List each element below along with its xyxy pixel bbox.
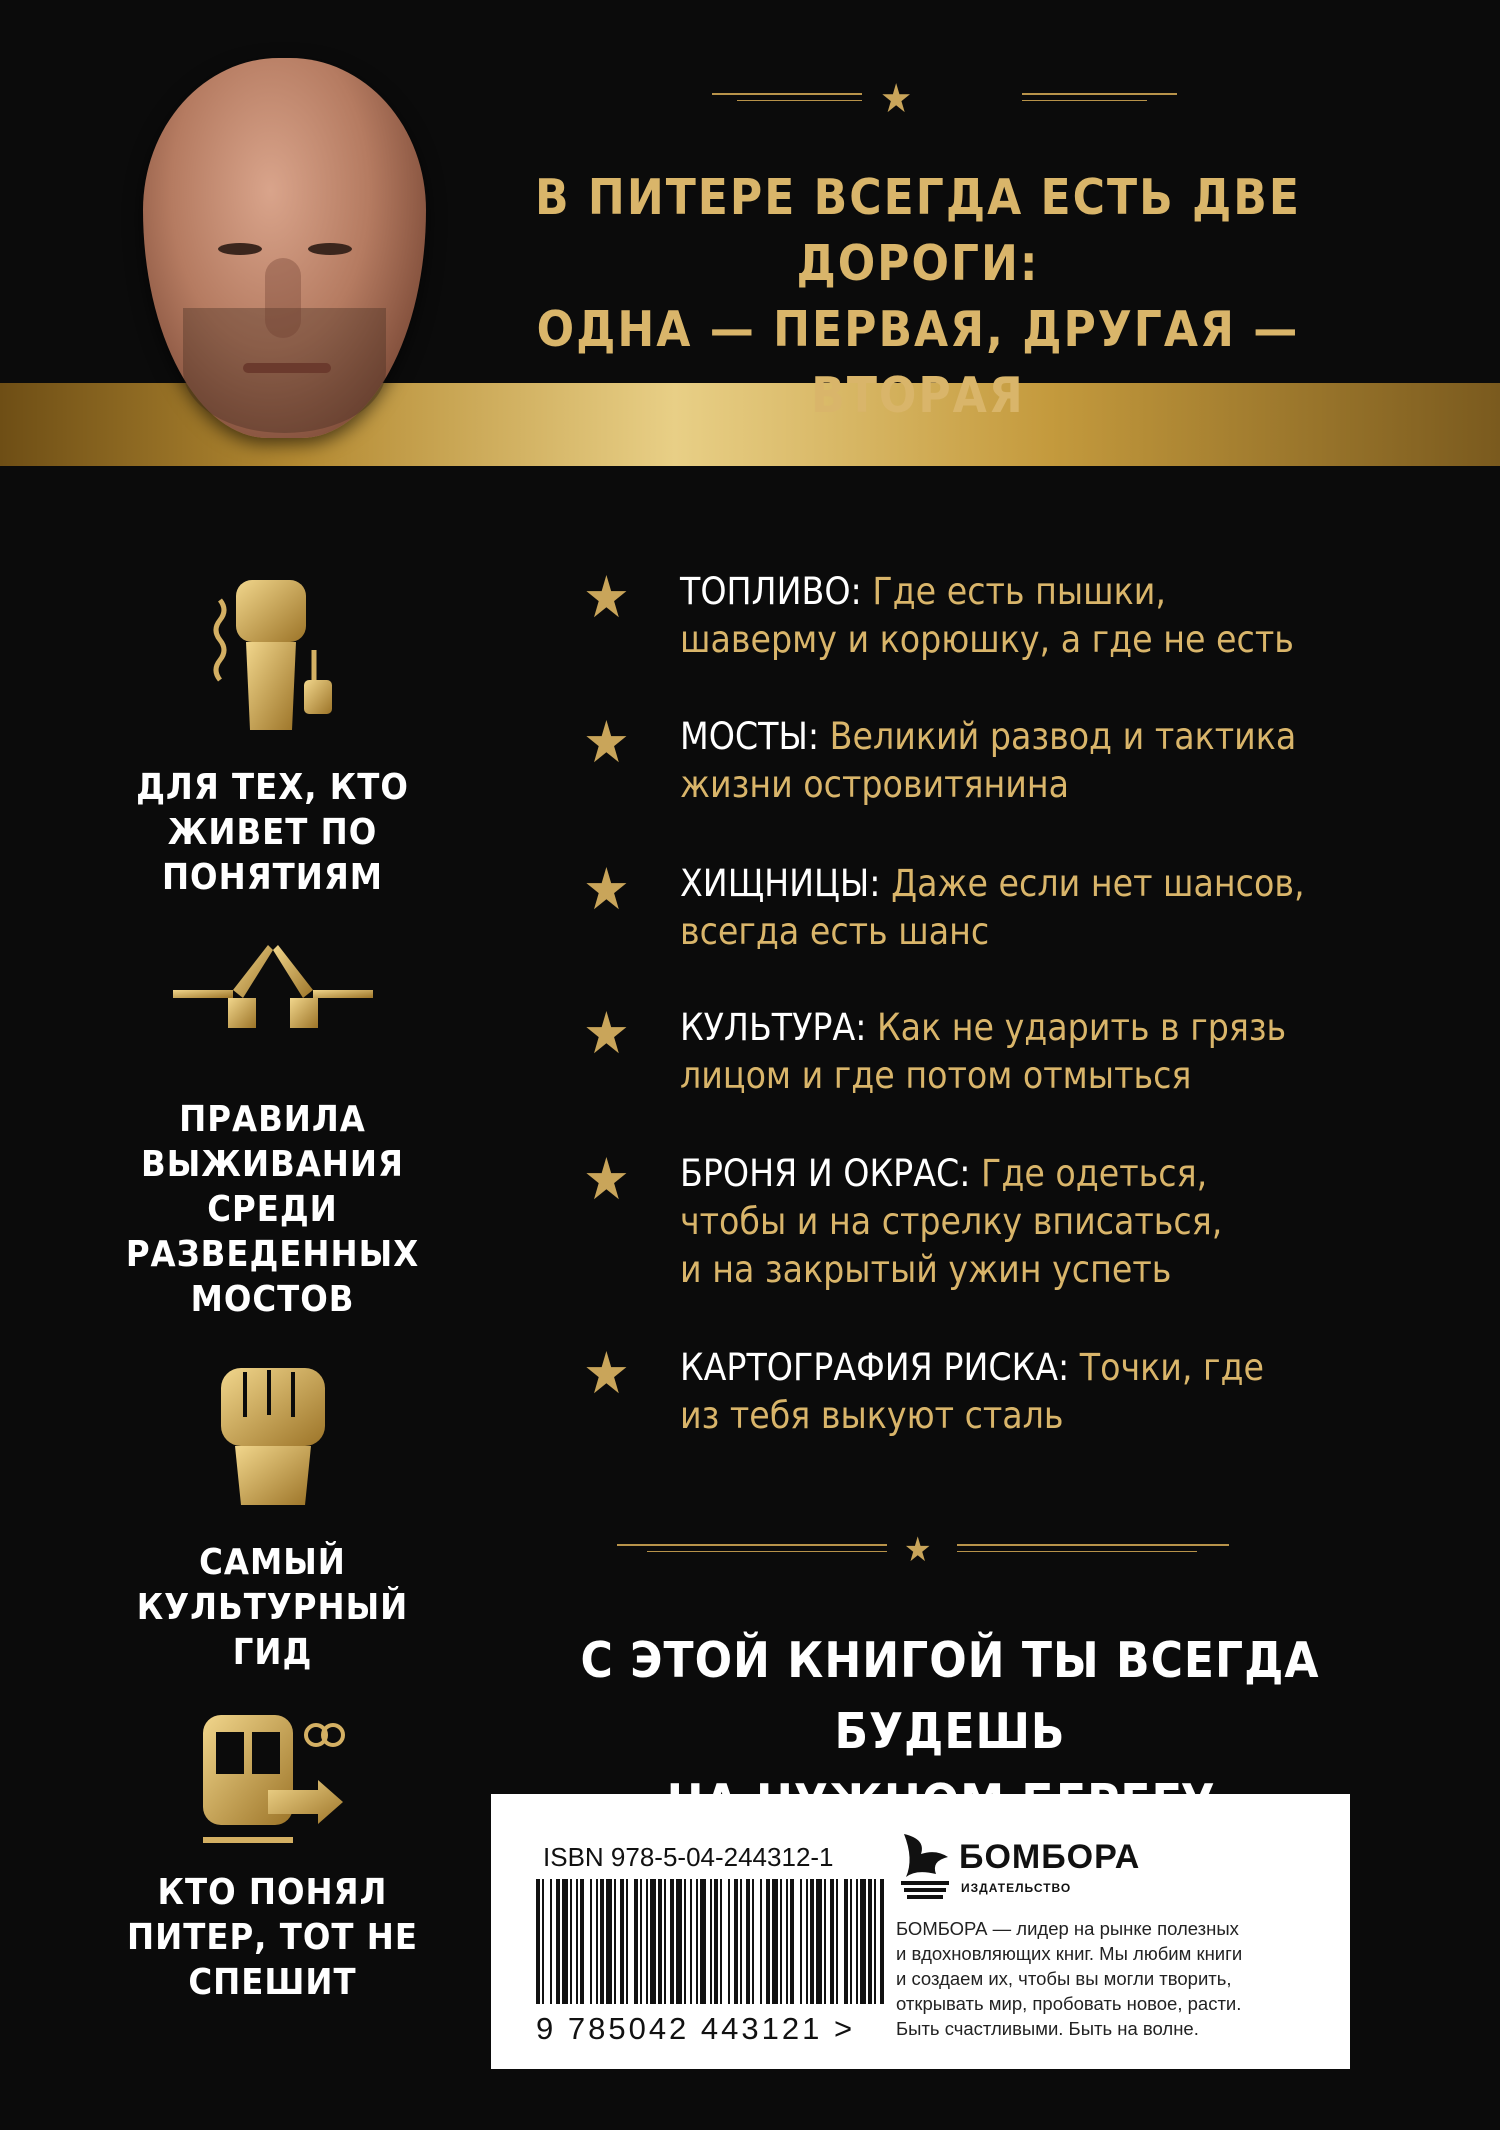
barcode-bar <box>790 1879 794 2004</box>
barcode-bar <box>860 1879 866 2004</box>
left-label-3: САМЫЙ КУЛЬТУРНЫЙ ГИД <box>136 1542 409 1673</box>
metro-exit-icon <box>115 1710 430 1854</box>
barcode-bar <box>658 1879 662 2004</box>
star-icon: ★ <box>583 563 630 631</box>
barcode-bar <box>626 1879 628 2004</box>
mouth <box>243 363 331 373</box>
barcode-bar <box>816 1879 822 2004</box>
barcode-bar <box>710 1879 712 2004</box>
isbn-text: ISBN 978-5-04-244312-1 <box>543 1842 834 1872</box>
star-icon: ★ <box>583 1145 630 1213</box>
barcode-bar <box>640 1879 642 2004</box>
barcode-bar <box>734 1879 738 2004</box>
headline-line-1: В ПИТЕРЕ ВСЕГДА ЕСТЬ ДВЕ ДОРОГИ: <box>535 169 1301 292</box>
barcode-bar <box>830 1879 834 2004</box>
barcode-bar <box>684 1879 686 2004</box>
barcode-bar <box>664 1879 666 2004</box>
barcode-bar <box>696 1879 698 2004</box>
publisher-description: БОМБОРА — лидер на рынке полезных и вдохновляющих книг. Мы любим книги и создаем их, чтобы вы могли творить, открывать мир, пробовать новое, расти. Быть счастливыми. Быть на волне. <box>896 1918 1243 2039</box>
barcode-bar <box>752 1879 754 2004</box>
left-label-1: ДЛЯ ТЕХ, КТО ЖИВЕТ ПО ПОНЯТИЯМ <box>136 767 409 898</box>
barcode-bar <box>606 1879 612 2004</box>
barcode-bar <box>650 1879 656 2004</box>
barcode-bar <box>844 1879 848 2004</box>
barcode-bar <box>570 1879 572 2004</box>
headline <box>468 165 1368 429</box>
barcode-digits: 9 785042 443121 > <box>536 2011 856 2046</box>
raised-fist-icon <box>115 1360 430 1514</box>
right-eye <box>308 243 352 255</box>
barcode <box>536 1879 886 2004</box>
drawbridge-icon <box>115 940 430 1034</box>
bombora-logo-icon <box>896 1829 956 1899</box>
top-ornament <box>712 76 1187 122</box>
barcode-bar <box>800 1879 802 2004</box>
barcode-bar <box>850 1879 852 2004</box>
barcode-bar <box>810 1879 814 2004</box>
barcode-bar <box>806 1879 808 2004</box>
barcode-bar <box>550 1879 552 2004</box>
barcode-bar <box>536 1879 540 2004</box>
barcode-bar <box>868 1879 872 2004</box>
barcode-bar <box>856 1879 858 2004</box>
barcode-bar <box>670 1879 674 2004</box>
left-eye <box>218 243 262 255</box>
barcode-bar <box>576 1879 578 2004</box>
star-icon: ★ <box>880 76 913 122</box>
publisher-name: БОМБОРА <box>959 1838 1141 1876</box>
nose <box>265 258 301 338</box>
middle-ornament <box>617 1530 1229 1570</box>
barcode-bar <box>874 1879 876 2004</box>
left-label-4: КТО ПОНЯЛ ПИТЕР, ТОТ НЕ СПЕШИТ <box>127 1872 418 2003</box>
barcode-bar <box>556 1879 560 2004</box>
barcode-bar <box>780 1879 782 2004</box>
barcode-bar <box>634 1879 638 2004</box>
barcode-bar <box>596 1879 598 2004</box>
barcode-bar <box>590 1879 592 2004</box>
star-icon: ★ <box>583 855 630 923</box>
author-face-photo <box>143 58 426 438</box>
barcode-panel <box>491 1794 1350 2069</box>
barcode-bar <box>728 1879 730 2004</box>
barcode-bar <box>614 1879 616 2004</box>
barcode-bar <box>880 1879 884 2004</box>
headline-line-2: ОДНА — ПЕРВАЯ, ДРУГАЯ — ВТОРАЯ <box>536 301 1300 424</box>
barcode-bar <box>646 1879 648 2004</box>
barcode-bar <box>676 1879 682 2004</box>
barcode-bar <box>600 1879 604 2004</box>
barcode-bar <box>824 1879 826 2004</box>
barcode-bar <box>542 1879 544 2004</box>
bottom-line-1: С ЭТОЙ КНИГОЙ ТЫ ВСЕГДА БУДЕШЬ <box>580 1632 1320 1760</box>
barcode-bar <box>740 1879 742 2004</box>
barcode-bar <box>746 1879 750 2004</box>
barcode-bar <box>562 1879 568 2004</box>
barcode-bar <box>836 1879 838 2004</box>
barcode-bar <box>766 1879 770 2004</box>
star-icon: ★ <box>583 999 630 1067</box>
barcode-bar <box>580 1879 584 2004</box>
star-icon: ★ <box>583 708 630 776</box>
barcode-bar <box>720 1879 722 2004</box>
barcode-bar <box>786 1879 788 2004</box>
barcode-bar <box>690 1879 692 2004</box>
left-label-2: ПРАВИЛА ВЫЖИВАНИЯ СРЕДИ РАЗВЕДЕННЫХ МОСТОВ <box>125 1099 420 1320</box>
publisher-subtitle: ИЗДАТЕЛЬСТВО <box>961 1881 1072 1895</box>
fist-chain-icon <box>115 570 430 744</box>
barcode-bar <box>772 1879 778 2004</box>
star-icon: ★ <box>583 1339 630 1407</box>
barcode-bar <box>760 1879 762 2004</box>
barcode-bar <box>620 1879 624 2004</box>
barcode-bar <box>714 1879 718 2004</box>
barcode-bar <box>700 1879 706 2004</box>
star-icon: ★ <box>904 1530 932 1570</box>
